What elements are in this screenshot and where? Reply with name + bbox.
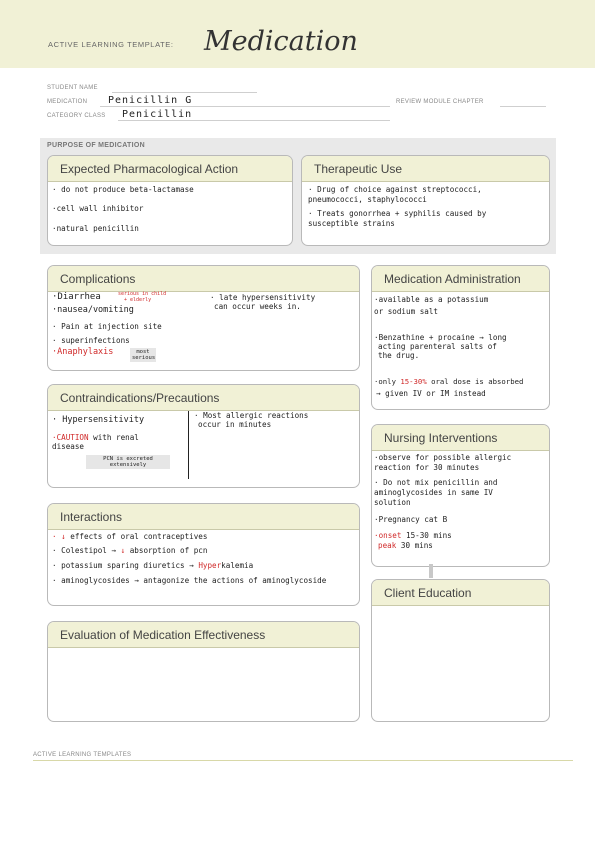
complication-nausea: ·nausea/vomiting bbox=[52, 305, 134, 315]
contra-caution-2: disease bbox=[52, 442, 85, 451]
nursing-line-1: ·observe for possible allergic bbox=[374, 453, 512, 462]
medication-value: Penicillin G bbox=[108, 95, 193, 106]
template-label: ACTIVE LEARNING TEMPLATE: bbox=[48, 40, 174, 49]
diarrhea-note-2: + elderly bbox=[124, 297, 152, 303]
therapeutic-line-4: susceptible strains bbox=[308, 219, 395, 228]
purpose-label: PURPOSE OF MEDICATION bbox=[47, 142, 145, 149]
anaphylaxis-note: most serious bbox=[132, 349, 156, 361]
expected-line-1: · do not produce beta-lactamase bbox=[52, 185, 194, 194]
therapeutic-use-box[interactable] bbox=[301, 155, 550, 246]
interaction-line-4: · aminoglycosides → antagonize the actions of aminoglycoside bbox=[52, 576, 327, 585]
nursing-line-2: reaction for 30 minutes bbox=[374, 463, 480, 472]
admin-6-red: 15-30% bbox=[400, 377, 427, 386]
student-name-field[interactable] bbox=[112, 92, 257, 93]
nursing-box[interactable] bbox=[371, 424, 550, 567]
nursing-title: Nursing Interventions bbox=[372, 425, 549, 451]
complications-box[interactable] bbox=[47, 265, 360, 371]
interaction-3-text: kalemia bbox=[221, 561, 254, 570]
admin-line-4: acting parenteral salts of bbox=[378, 342, 497, 351]
interaction-2-pre: · Colestipol → bbox=[52, 546, 121, 555]
therapeutic-line-1: · Drug of choice against streptococci, bbox=[308, 185, 482, 194]
admin-line-1: ·available as a potassium bbox=[374, 295, 489, 304]
admin-line-2: or sodium salt bbox=[374, 307, 439, 316]
evaluation-box[interactable] bbox=[47, 621, 360, 722]
caution-rest: with renal bbox=[88, 433, 139, 442]
contra-hypersensitivity: · Hypersensitivity bbox=[52, 415, 145, 425]
complication-diarrhea: ·Diarrhea bbox=[52, 292, 101, 302]
interaction-2-arrow: ↓ bbox=[120, 546, 126, 555]
interaction-line-1 bbox=[52, 532, 207, 541]
therapeutic-use-title: Therapeutic Use bbox=[302, 156, 549, 182]
interaction-2-text: absorption of pcn bbox=[125, 546, 208, 555]
expected-line-2: ·cell wall inhibitor bbox=[52, 204, 144, 213]
footer-text: ACTIVE LEARNING TEMPLATES bbox=[33, 752, 132, 758]
complication-pain: · Pain at injection site bbox=[52, 322, 162, 331]
client-education-title: Client Education bbox=[372, 580, 549, 606]
box-connector bbox=[429, 564, 433, 578]
contra-caution-line bbox=[52, 433, 139, 442]
evaluation-title: Evaluation of Medication Effectiveness bbox=[48, 622, 359, 648]
footer-line bbox=[33, 760, 573, 761]
admin-line-3: ·Benzathine + procaine → long bbox=[374, 333, 507, 342]
interaction-3-pre: · potassium sparing diuretics → bbox=[52, 561, 199, 570]
nursing-peak bbox=[378, 541, 433, 550]
excretion-tag bbox=[86, 455, 170, 469]
interactions-title: Interactions bbox=[48, 504, 359, 530]
tag-line-1: PCN is excreted bbox=[103, 456, 153, 462]
admin-line-7: → given IV or IM instead bbox=[376, 389, 486, 398]
expected-line-3: ·natural penicillin bbox=[52, 224, 139, 233]
contra-right-1: · Most allergic reactions bbox=[194, 411, 309, 420]
nursing-line-3: · Do not mix penicillin and bbox=[374, 478, 498, 487]
expected-action-box[interactable] bbox=[47, 155, 293, 246]
review-module-label: REVIEW MODULE CHAPTER bbox=[396, 99, 484, 105]
contra-right-2: occur in minutes bbox=[198, 420, 272, 429]
onset-label: ·onset bbox=[374, 531, 402, 540]
caution-word: ·CAUTION bbox=[52, 433, 89, 442]
peak-label: peak bbox=[378, 541, 397, 550]
interactions-box[interactable] bbox=[47, 503, 360, 606]
late-hypersensitivity-1: · late hypersensitivity bbox=[210, 293, 316, 302]
diarrhea-note-1: serious in child bbox=[118, 291, 167, 297]
onset-value: 15-30 mins bbox=[401, 531, 452, 540]
medication-field[interactable] bbox=[100, 106, 390, 107]
complication-anaphylaxis: ·Anaphylaxis bbox=[52, 347, 114, 357]
admin-line-6 bbox=[374, 377, 523, 386]
therapeutic-line-3: · Treats gonorrhea + syphilis caused by bbox=[308, 209, 487, 218]
administration-title: Medication Administration bbox=[372, 266, 549, 292]
interaction-line-3 bbox=[52, 561, 253, 570]
review-module-field[interactable] bbox=[500, 106, 546, 107]
contraindications-box[interactable] bbox=[47, 384, 360, 488]
nursing-line-4: aminoglycosides in same IV bbox=[374, 488, 493, 497]
admin-6-pre: ·only bbox=[374, 377, 401, 386]
nursing-line-5: solution bbox=[374, 498, 411, 507]
complication-superinfections: · superinfections bbox=[52, 336, 130, 345]
nursing-line-6: ·Pregnancy cat B bbox=[374, 515, 448, 524]
interaction-line-2 bbox=[52, 546, 207, 555]
category-class-field[interactable] bbox=[118, 120, 390, 121]
contraindications-title: Contraindications/Precautions bbox=[48, 385, 359, 411]
student-name-label: STUDENT NAME bbox=[47, 85, 98, 91]
category-class-value: Penicillin bbox=[122, 109, 193, 120]
peak-value: 30 mins bbox=[396, 541, 433, 550]
interaction-3-red: Hyper bbox=[198, 561, 222, 570]
tag-line-2: extensively bbox=[109, 462, 147, 468]
nursing-onset bbox=[374, 531, 452, 540]
medication-label: MEDICATION bbox=[47, 99, 88, 105]
interaction-1-text: effects of oral contraceptives bbox=[65, 532, 208, 541]
interaction-1-arrow: · ↓ bbox=[52, 532, 66, 541]
admin-line-5: the drug. bbox=[378, 351, 420, 360]
complications-title: Complications bbox=[48, 266, 359, 292]
column-divider bbox=[188, 411, 189, 479]
category-class-label: CATEGORY CLASS bbox=[47, 113, 106, 119]
administration-box[interactable] bbox=[371, 265, 550, 410]
client-education-box[interactable] bbox=[371, 579, 550, 722]
expected-action-title: Expected Pharmacological Action bbox=[48, 156, 292, 182]
therapeutic-line-2: pneumococci, staphylococci bbox=[308, 195, 427, 204]
admin-6-text: oral dose is absorbed bbox=[426, 377, 524, 386]
page-title: Medication bbox=[204, 26, 358, 57]
late-hypersensitivity-2: can occur weeks in. bbox=[214, 302, 301, 311]
